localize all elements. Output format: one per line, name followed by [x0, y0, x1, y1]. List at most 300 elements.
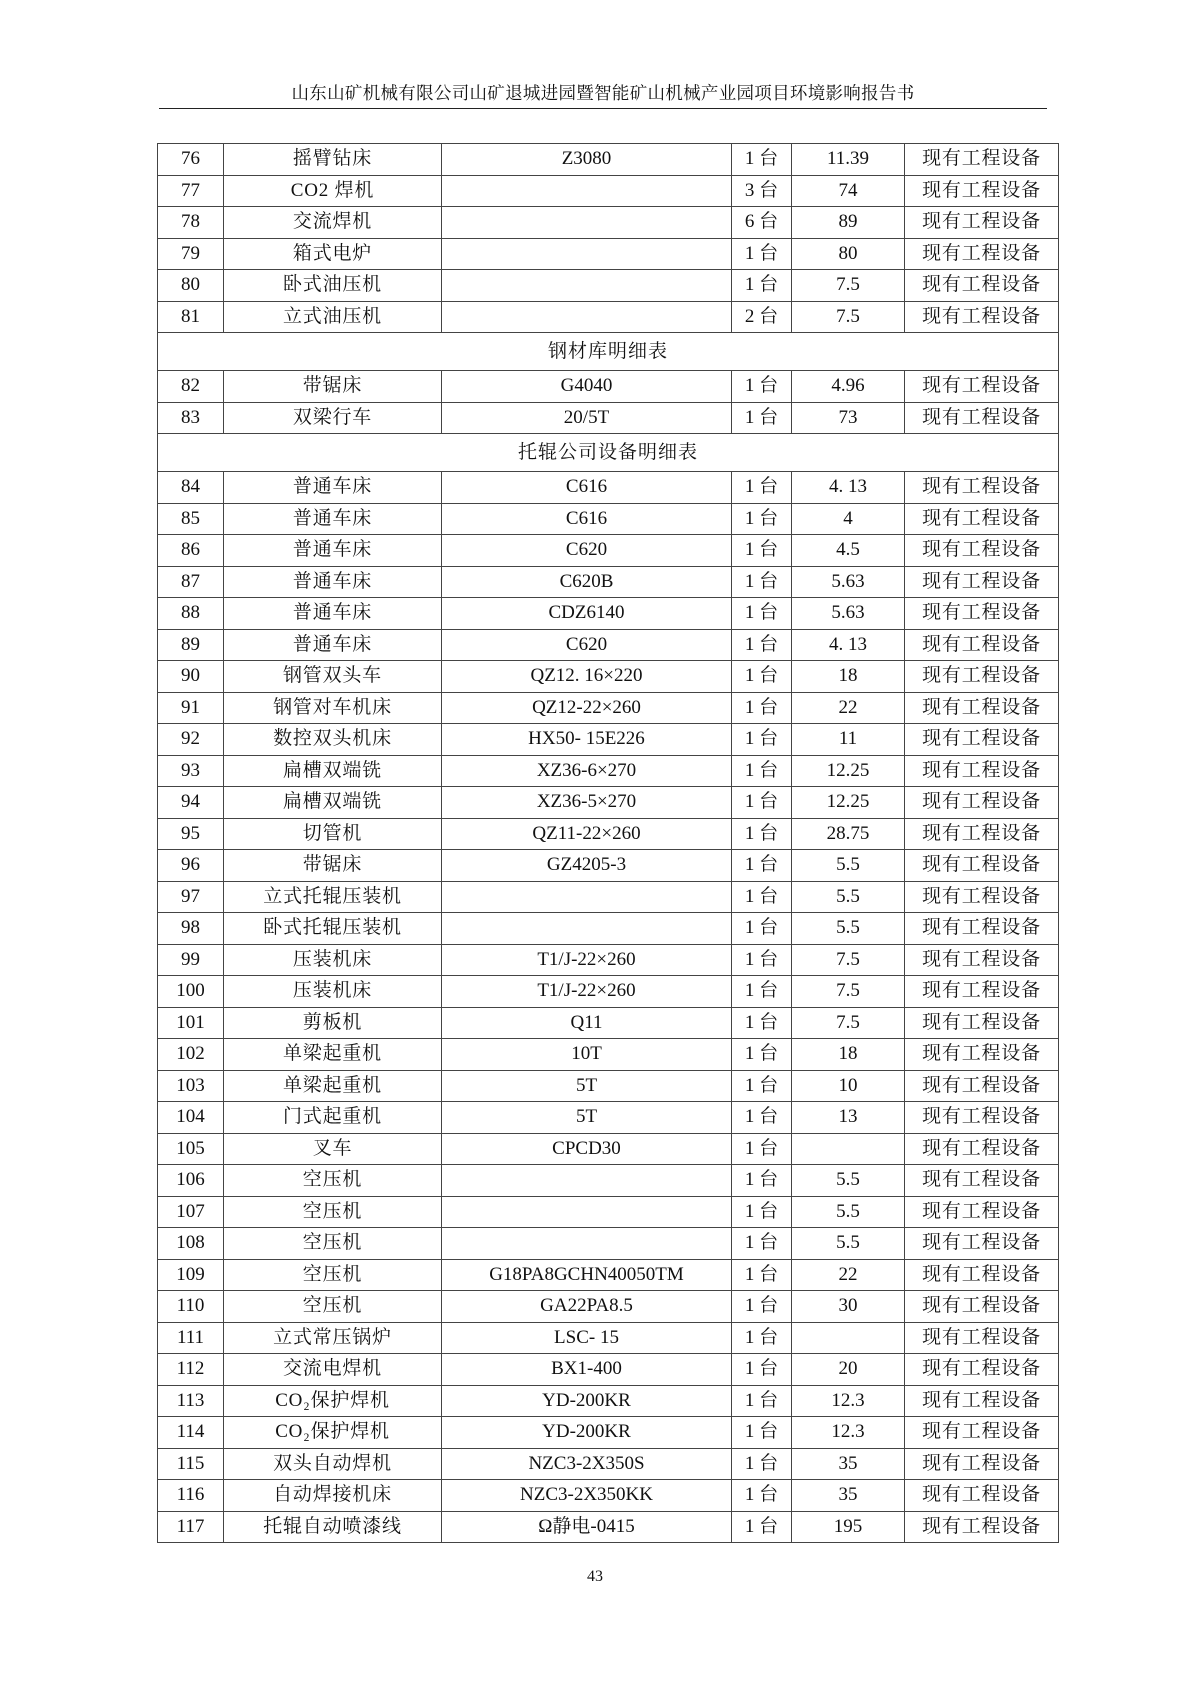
cell-power: 22: [792, 692, 905, 724]
cell-remark: 现有工程设备: [905, 144, 1059, 176]
cell-quantity: 1 台: [732, 1007, 792, 1039]
cell-model: 5T: [442, 1102, 732, 1134]
cell-number: 76: [158, 144, 224, 176]
cell-equipment-name: 卧式油压机: [224, 270, 442, 302]
cell-equipment-name: 空压机: [224, 1196, 442, 1228]
cell-quantity: 1 台: [732, 976, 792, 1008]
cell-number: 84: [158, 472, 224, 504]
cell-number: 100: [158, 976, 224, 1008]
cell-quantity: 1 台: [732, 1133, 792, 1165]
equipment-table-body: [158, 144, 1059, 1543]
cell-power: 5.5: [792, 1196, 905, 1228]
cell-equipment-name: 卧式托辊压装机: [224, 913, 442, 945]
cell-number: 78: [158, 207, 224, 239]
section-header: 托辊公司设备明细表: [158, 434, 1059, 472]
cell-number: 90: [158, 661, 224, 693]
cell-remark: 现有工程设备: [905, 1039, 1059, 1071]
cell-power: 4.96: [792, 371, 905, 403]
cell-model: YD-200KR: [442, 1417, 732, 1449]
cell-equipment-name: 空压机: [224, 1165, 442, 1197]
cell-equipment-name: 普通车床: [224, 535, 442, 567]
cell-remark: 现有工程设备: [905, 692, 1059, 724]
cell-equipment-name: 钢管双头车: [224, 661, 442, 693]
cell-remark: 现有工程设备: [905, 1007, 1059, 1039]
cell-equipment-name: 箱式电炉: [224, 238, 442, 270]
cell-remark: 现有工程设备: [905, 724, 1059, 756]
cell-power: 13: [792, 1102, 905, 1134]
cell-remark: 现有工程设备: [905, 1322, 1059, 1354]
cell-quantity: 1 台: [732, 724, 792, 756]
cell-power: 5.63: [792, 566, 905, 598]
table-row: [158, 371, 1059, 403]
cell-quantity: 1 台: [732, 629, 792, 661]
cell-equipment-name: 交流电焊机: [224, 1354, 442, 1386]
cell-power: 12.25: [792, 755, 905, 787]
cell-quantity: 1 台: [732, 535, 792, 567]
cell-equipment-name: 空压机: [224, 1228, 442, 1260]
cell-model: C616: [442, 503, 732, 535]
cell-model: CDZ6140: [442, 598, 732, 630]
cell-equipment-name: 剪板机: [224, 1007, 442, 1039]
cell-equipment-name: 双头自动焊机: [224, 1448, 442, 1480]
cell-model: HX50- 15E226: [442, 724, 732, 756]
cell-quantity: 1 台: [732, 402, 792, 434]
cell-equipment-name: 单梁起重机: [224, 1070, 442, 1102]
cell-quantity: 1 台: [732, 1102, 792, 1134]
table-row: [158, 1228, 1059, 1260]
cell-model: Q11: [442, 1007, 732, 1039]
table-row: [158, 1480, 1059, 1512]
cell-quantity: 1 台: [732, 661, 792, 693]
cell-number: 82: [158, 371, 224, 403]
cell-remark: 现有工程设备: [905, 1102, 1059, 1134]
section-header-row: [158, 434, 1059, 472]
cell-power: 12.3: [792, 1385, 905, 1417]
cell-model: LSC- 15: [442, 1322, 732, 1354]
cell-model: 20/5T: [442, 402, 732, 434]
cell-power: 80: [792, 238, 905, 270]
cell-remark: 现有工程设备: [905, 503, 1059, 535]
cell-quantity: 1 台: [732, 818, 792, 850]
table-row: [158, 1417, 1059, 1449]
cell-power: 89: [792, 207, 905, 239]
table-row: [158, 724, 1059, 756]
cell-model: [442, 301, 732, 333]
table-row: [158, 301, 1059, 333]
cell-quantity: 1 台: [732, 144, 792, 176]
cell-quantity: 1 台: [732, 692, 792, 724]
cell-quantity: 1 台: [732, 598, 792, 630]
cell-equipment-name: 空压机: [224, 1291, 442, 1323]
equipment-table: [157, 143, 1059, 1543]
cell-equipment-name: 双梁行车: [224, 402, 442, 434]
cell-quantity: 1 台: [732, 1291, 792, 1323]
cell-model: 5T: [442, 1070, 732, 1102]
cell-number: 92: [158, 724, 224, 756]
cell-power: 5.63: [792, 598, 905, 630]
cell-quantity: 1 台: [732, 270, 792, 302]
cell-remark: 现有工程设备: [905, 598, 1059, 630]
cell-number: 117: [158, 1511, 224, 1543]
cell-equipment-name: 单梁起重机: [224, 1039, 442, 1071]
cell-equipment-name: CO₂保护焊机: [224, 1385, 442, 1417]
cell-power: 4.5: [792, 535, 905, 567]
cell-equipment-name: 带锯床: [224, 371, 442, 403]
table-row: [158, 144, 1059, 176]
table-row: [158, 976, 1059, 1008]
cell-number: 93: [158, 755, 224, 787]
cell-power: 18: [792, 661, 905, 693]
cell-model: QZ12. 16×220: [442, 661, 732, 693]
cell-model: C620: [442, 535, 732, 567]
cell-quantity: 1 台: [732, 1039, 792, 1071]
table-row: [158, 818, 1059, 850]
cell-model: [442, 238, 732, 270]
cell-remark: 现有工程设备: [905, 402, 1059, 434]
cell-remark: 现有工程设备: [905, 818, 1059, 850]
cell-model: T1/J-22×260: [442, 944, 732, 976]
cell-remark: 现有工程设备: [905, 1511, 1059, 1543]
page-header-title: 山东山矿机械有限公司山矿退城进园暨智能矿山机械产业园项目环境影响报告书: [291, 83, 915, 103]
cell-power: 73: [792, 402, 905, 434]
cell-model: CPCD30: [442, 1133, 732, 1165]
cell-quantity: 1 台: [732, 755, 792, 787]
cell-equipment-name: 交流焊机: [224, 207, 442, 239]
cell-model: GA22PA8.5: [442, 1291, 732, 1323]
cell-model: [442, 270, 732, 302]
cell-model: [442, 1228, 732, 1260]
cell-model: C620B: [442, 566, 732, 598]
cell-number: 102: [158, 1039, 224, 1071]
table-row: [158, 1291, 1059, 1323]
cell-quantity: 1 台: [732, 503, 792, 535]
cell-power: 22: [792, 1259, 905, 1291]
cell-number: 103: [158, 1070, 224, 1102]
cell-quantity: 1 台: [732, 371, 792, 403]
cell-number: 115: [158, 1448, 224, 1480]
cell-model: XZ36-6×270: [442, 755, 732, 787]
table-row: [158, 661, 1059, 693]
cell-number: 113: [158, 1385, 224, 1417]
cell-power: 5.5: [792, 1228, 905, 1260]
table-row: [158, 1196, 1059, 1228]
cell-power: 74: [792, 175, 905, 207]
cell-remark: 现有工程设备: [905, 755, 1059, 787]
cell-remark: 现有工程设备: [905, 301, 1059, 333]
cell-remark: 现有工程设备: [905, 371, 1059, 403]
cell-model: BX1-400: [442, 1354, 732, 1386]
table-row: [158, 1007, 1059, 1039]
cell-power: 4: [792, 503, 905, 535]
cell-number: 86: [158, 535, 224, 567]
table-row: [158, 1102, 1059, 1134]
cell-model: YD-200KR: [442, 1385, 732, 1417]
cell-power: 12.25: [792, 787, 905, 819]
cell-equipment-name: 立式常压锅炉: [224, 1322, 442, 1354]
cell-quantity: 1 台: [732, 1259, 792, 1291]
table-row: [158, 1039, 1059, 1071]
cell-equipment-name: 压装机床: [224, 944, 442, 976]
cell-model: G4040: [442, 371, 732, 403]
header-divider: [159, 108, 1047, 109]
cell-model: T1/J-22×260: [442, 976, 732, 1008]
cell-number: 88: [158, 598, 224, 630]
cell-number: 109: [158, 1259, 224, 1291]
cell-remark: 现有工程设备: [905, 1133, 1059, 1165]
cell-remark: 现有工程设备: [905, 787, 1059, 819]
cell-model: C620: [442, 629, 732, 661]
table-row: [158, 692, 1059, 724]
cell-quantity: 1 台: [732, 1385, 792, 1417]
cell-equipment-name: 门式起重机: [224, 1102, 442, 1134]
cell-quantity: 6 台: [732, 207, 792, 239]
table-row: [158, 1070, 1059, 1102]
cell-equipment-name: 普通车床: [224, 629, 442, 661]
cell-number: 112: [158, 1354, 224, 1386]
table-row: [158, 1133, 1059, 1165]
cell-number: 87: [158, 566, 224, 598]
cell-number: 101: [158, 1007, 224, 1039]
cell-remark: 现有工程设备: [905, 1385, 1059, 1417]
cell-equipment-name: 数控双头机床: [224, 724, 442, 756]
cell-equipment-name: 立式油压机: [224, 301, 442, 333]
cell-remark: 现有工程设备: [905, 1165, 1059, 1197]
cell-remark: 现有工程设备: [905, 535, 1059, 567]
cell-equipment-name: CO₂保护焊机: [224, 1417, 442, 1449]
cell-power: 7.5: [792, 976, 905, 1008]
cell-number: 107: [158, 1196, 224, 1228]
cell-number: 79: [158, 238, 224, 270]
cell-power: 7.5: [792, 944, 905, 976]
cell-remark: 现有工程设备: [905, 1196, 1059, 1228]
cell-remark: 现有工程设备: [905, 270, 1059, 302]
cell-remark: 现有工程设备: [905, 207, 1059, 239]
cell-remark: 现有工程设备: [905, 1354, 1059, 1386]
cell-quantity: 1 台: [732, 1354, 792, 1386]
cell-quantity: 1 台: [732, 944, 792, 976]
table-row: [158, 207, 1059, 239]
table-row: [158, 913, 1059, 945]
cell-power: 7.5: [792, 301, 905, 333]
cell-equipment-name: CO2 焊机: [224, 175, 442, 207]
cell-power: 11: [792, 724, 905, 756]
cell-power: [792, 1322, 905, 1354]
cell-power: 5.5: [792, 881, 905, 913]
cell-power: 18: [792, 1039, 905, 1071]
cell-model: [442, 913, 732, 945]
cell-equipment-name: 切管机: [224, 818, 442, 850]
cell-equipment-name: 带锯床: [224, 850, 442, 882]
cell-number: 97: [158, 881, 224, 913]
table-row: [158, 270, 1059, 302]
cell-remark: 现有工程设备: [905, 238, 1059, 270]
cell-quantity: 1 台: [732, 1196, 792, 1228]
cell-power: 7.5: [792, 1007, 905, 1039]
cell-number: 98: [158, 913, 224, 945]
cell-model: NZC3-2X350KK: [442, 1480, 732, 1512]
cell-equipment-name: 自动焊接机床: [224, 1480, 442, 1512]
table-row: [158, 1322, 1059, 1354]
cell-power: [792, 1133, 905, 1165]
table-row: [158, 503, 1059, 535]
table-row: [158, 1511, 1059, 1543]
section-header: 钢材库明细表: [158, 333, 1059, 371]
table-row: [158, 402, 1059, 434]
cell-remark: 现有工程设备: [905, 850, 1059, 882]
cell-model: C616: [442, 472, 732, 504]
cell-remark: 现有工程设备: [905, 1480, 1059, 1512]
cell-equipment-name: 普通车床: [224, 503, 442, 535]
cell-quantity: 1 台: [732, 238, 792, 270]
cell-number: 108: [158, 1228, 224, 1260]
cell-remark: 现有工程设备: [905, 472, 1059, 504]
cell-remark: 现有工程设备: [905, 661, 1059, 693]
cell-number: 99: [158, 944, 224, 976]
cell-quantity: 1 台: [732, 1228, 792, 1260]
cell-power: 20: [792, 1354, 905, 1386]
table-row: [158, 944, 1059, 976]
cell-number: 83: [158, 402, 224, 434]
cell-power: 28.75: [792, 818, 905, 850]
cell-number: 110: [158, 1291, 224, 1323]
cell-model: QZ11-22×260: [442, 818, 732, 850]
cell-model: [442, 881, 732, 913]
cell-equipment-name: 托辊自动喷漆线: [224, 1511, 442, 1543]
cell-model: XZ36-5×270: [442, 787, 732, 819]
cell-number: 106: [158, 1165, 224, 1197]
section-header-row: [158, 333, 1059, 371]
cell-equipment-name: 压装机床: [224, 976, 442, 1008]
cell-remark: 现有工程设备: [905, 1228, 1059, 1260]
cell-quantity: 1 台: [732, 850, 792, 882]
cell-remark: 现有工程设备: [905, 944, 1059, 976]
table-row: [158, 629, 1059, 661]
cell-equipment-name: 立式托辊压装机: [224, 881, 442, 913]
table-row: [158, 175, 1059, 207]
cell-model: [442, 1165, 732, 1197]
cell-model: NZC3-2X350S: [442, 1448, 732, 1480]
table-row: [158, 1448, 1059, 1480]
cell-remark: 现有工程设备: [905, 566, 1059, 598]
cell-number: 85: [158, 503, 224, 535]
cell-remark: 现有工程设备: [905, 1259, 1059, 1291]
cell-power: 4. 13: [792, 472, 905, 504]
cell-power: 4. 13: [792, 629, 905, 661]
table-row: [158, 1259, 1059, 1291]
cell-number: 91: [158, 692, 224, 724]
cell-model: [442, 207, 732, 239]
cell-power: 35: [792, 1480, 905, 1512]
cell-power: 12.3: [792, 1417, 905, 1449]
cell-number: 94: [158, 787, 224, 819]
cell-equipment-name: 普通车床: [224, 566, 442, 598]
cell-model: GZ4205-3: [442, 850, 732, 882]
cell-power: 10: [792, 1070, 905, 1102]
cell-model: Ω静电-0415: [442, 1511, 732, 1543]
cell-model: [442, 175, 732, 207]
cell-equipment-name: 钢管对车机床: [224, 692, 442, 724]
table-row: [158, 787, 1059, 819]
cell-quantity: 1 台: [732, 1417, 792, 1449]
cell-equipment-name: 普通车床: [224, 472, 442, 504]
cell-quantity: 1 台: [732, 1480, 792, 1512]
cell-remark: 现有工程设备: [905, 629, 1059, 661]
cell-number: 81: [158, 301, 224, 333]
cell-power: 5.5: [792, 850, 905, 882]
cell-power: 195: [792, 1511, 905, 1543]
cell-remark: 现有工程设备: [905, 881, 1059, 913]
cell-quantity: 1 台: [732, 1511, 792, 1543]
cell-model: Z3080: [442, 144, 732, 176]
cell-equipment-name: 叉车: [224, 1133, 442, 1165]
table-row: [158, 1354, 1059, 1386]
cell-quantity: 1 台: [732, 1448, 792, 1480]
cell-power: 30: [792, 1291, 905, 1323]
table-row: [158, 238, 1059, 270]
cell-remark: 现有工程设备: [905, 1448, 1059, 1480]
table-row: [158, 755, 1059, 787]
table-row: [158, 881, 1059, 913]
cell-quantity: 1 台: [732, 1070, 792, 1102]
cell-number: 111: [158, 1322, 224, 1354]
cell-quantity: 1 台: [732, 566, 792, 598]
cell-power: 5.5: [792, 1165, 905, 1197]
cell-number: 80: [158, 270, 224, 302]
table-row: [158, 535, 1059, 567]
cell-equipment-name: 普通车床: [224, 598, 442, 630]
cell-quantity: 1 台: [732, 1322, 792, 1354]
cell-power: 11.39: [792, 144, 905, 176]
cell-model: QZ12-22×260: [442, 692, 732, 724]
cell-number: 116: [158, 1480, 224, 1512]
table-row: [158, 598, 1059, 630]
cell-equipment-name: 扁槽双端铣: [224, 787, 442, 819]
cell-remark: 现有工程设备: [905, 1070, 1059, 1102]
table-row: [158, 850, 1059, 882]
cell-power: 7.5: [792, 270, 905, 302]
cell-quantity: 1 台: [732, 787, 792, 819]
cell-model: 10T: [442, 1039, 732, 1071]
table-row: [158, 472, 1059, 504]
cell-number: 114: [158, 1417, 224, 1449]
cell-number: 95: [158, 818, 224, 850]
cell-quantity: 1 台: [732, 881, 792, 913]
cell-equipment-name: 空压机: [224, 1259, 442, 1291]
cell-quantity: 3 台: [732, 175, 792, 207]
table-row: [158, 1165, 1059, 1197]
cell-number: 104: [158, 1102, 224, 1134]
cell-number: 77: [158, 175, 224, 207]
cell-equipment-name: 扁槽双端铣: [224, 755, 442, 787]
cell-model: G18PA8GCHN40050TM: [442, 1259, 732, 1291]
cell-power: 5.5: [792, 913, 905, 945]
cell-remark: 现有工程设备: [905, 1417, 1059, 1449]
cell-remark: 现有工程设备: [905, 913, 1059, 945]
cell-remark: 现有工程设备: [905, 976, 1059, 1008]
cell-number: 105: [158, 1133, 224, 1165]
table-row: [158, 566, 1059, 598]
page-number: 43: [587, 1568, 603, 1585]
cell-quantity: 2 台: [732, 301, 792, 333]
cell-quantity: 1 台: [732, 913, 792, 945]
cell-quantity: 1 台: [732, 472, 792, 504]
cell-number: 89: [158, 629, 224, 661]
cell-equipment-name: 摇臂钻床: [224, 144, 442, 176]
cell-remark: 现有工程设备: [905, 1291, 1059, 1323]
cell-quantity: 1 台: [732, 1165, 792, 1197]
cell-model: [442, 1196, 732, 1228]
cell-power: 35: [792, 1448, 905, 1480]
